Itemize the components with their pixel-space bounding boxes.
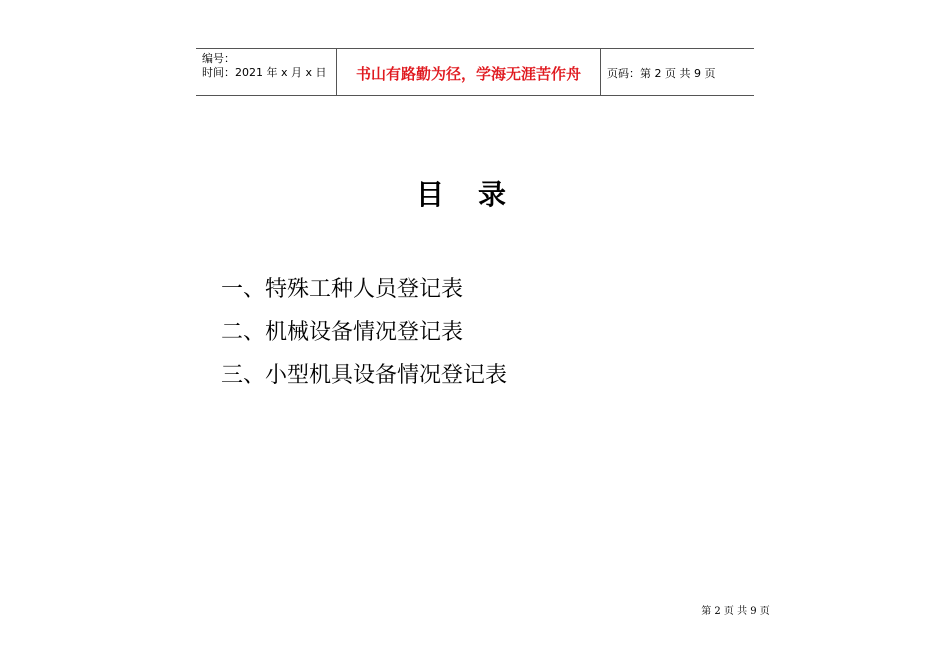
time-label: 时间：2021 年 x 月 x 日 [202,66,327,79]
toc-item-2: 二、机械设备情况登记表 [221,320,464,345]
toc-item-1: 一、特殊工种人员登记表 [221,277,464,302]
header-left-cell [196,49,337,95]
page-header-table [196,48,754,96]
header-page-code: 页码：第 2 页 共 9 页 [607,67,716,80]
toc-title: 目录 [415,178,540,211]
number-label: 编号： [202,52,235,65]
table-of-contents [221,268,507,397]
header-motto: 书山有路勤为径，学海无涯苦作舟 [337,49,601,95]
footer-page-indicator: 第 2 页 共 9 页 [701,606,770,617]
toc-item-3: 三、小型机具设备情况登记表 [221,363,508,388]
